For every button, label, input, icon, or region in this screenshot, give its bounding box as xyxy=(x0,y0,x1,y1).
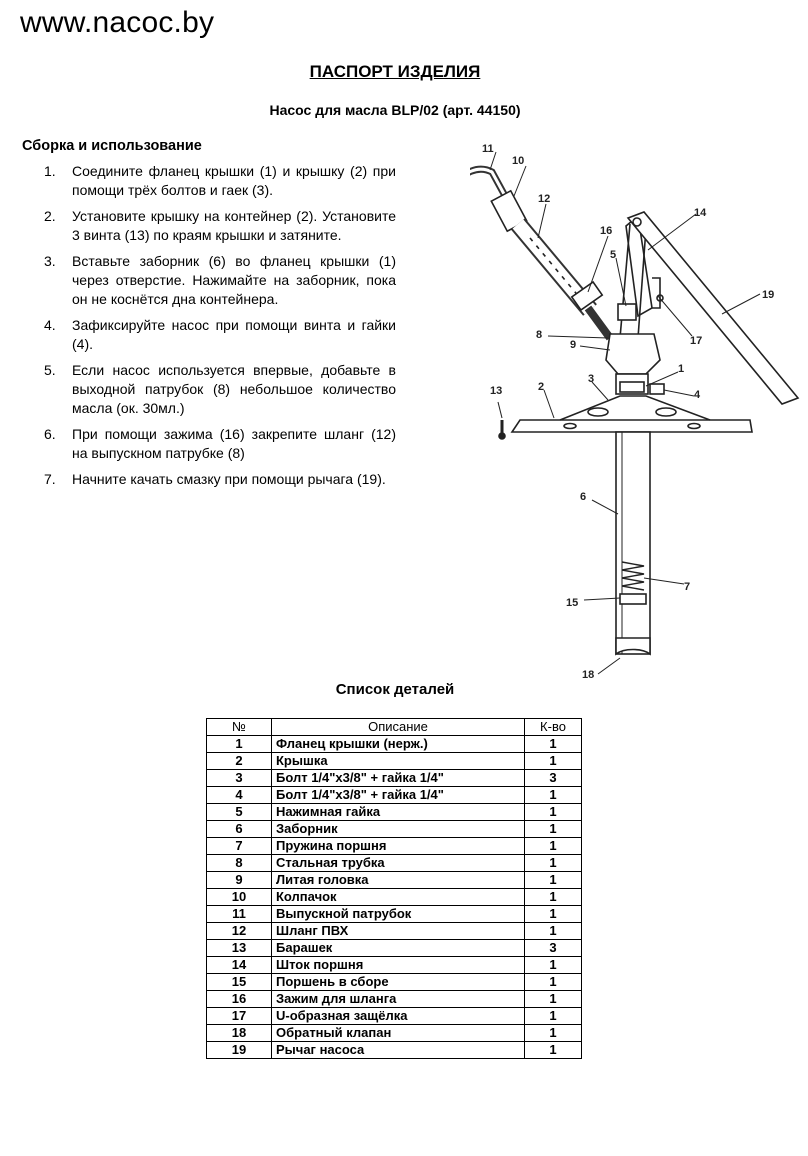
step-text: Соедините фланец крышки (1) и крышку (2) при помощи трёх болтов и гаек (3). xyxy=(72,163,396,198)
part-quantity: 3 xyxy=(525,940,582,957)
label-19: 19 xyxy=(762,289,775,301)
part-quantity: 1 xyxy=(525,787,582,804)
step-text: Если насос используется впервые, добавьте в выходной патрубок (8) небольшое количество масла (ок. 30мл.) xyxy=(72,362,396,416)
part-quantity: 3 xyxy=(525,770,582,787)
bolt-nut xyxy=(650,384,664,394)
table-row xyxy=(207,821,582,838)
step-item xyxy=(44,470,396,489)
part-description: Выпускной патрубок xyxy=(272,906,525,923)
table-row xyxy=(207,923,582,940)
part-quantity: 1 xyxy=(525,804,582,821)
step-number: 2. xyxy=(44,208,56,224)
pump-diagram xyxy=(470,138,800,683)
part-quantity: 1 xyxy=(525,872,582,889)
part-number: 17 xyxy=(207,1008,272,1025)
table-row xyxy=(207,991,582,1008)
suction-tube xyxy=(616,432,650,654)
part-description: Заборник xyxy=(272,821,525,838)
label-5: 5 xyxy=(610,249,617,261)
part-quantity: 1 xyxy=(525,906,582,923)
part-description: Шланг ПВХ xyxy=(272,923,525,940)
column-header-description: Описание xyxy=(272,719,525,736)
table-row xyxy=(207,855,582,872)
part-number: 8 xyxy=(207,855,272,872)
table-row xyxy=(207,787,582,804)
part-description: Болт 1/4"x3/8" + гайка 1/4" xyxy=(272,770,525,787)
label-11: 11 xyxy=(482,143,494,155)
label-1: 1 xyxy=(678,363,685,375)
part-description: Крышка xyxy=(272,753,525,770)
part-number: 19 xyxy=(207,1042,272,1059)
label-18: 18 xyxy=(582,669,595,681)
part-number: 9 xyxy=(207,872,272,889)
u-latch xyxy=(652,278,660,308)
part-description: Фланец крышки (нерж.) xyxy=(272,736,525,753)
step-item xyxy=(44,252,396,309)
part-quantity: 1 xyxy=(525,821,582,838)
label-6: 6 xyxy=(580,491,587,503)
label-12: 12 xyxy=(538,193,551,205)
parts-table-body xyxy=(207,736,582,1059)
part-description: Зажим для шланга xyxy=(272,991,525,1008)
site-url: www.nacoc.by xyxy=(20,6,215,39)
table-row xyxy=(207,1042,582,1059)
parts-list-heading: Список деталей xyxy=(335,681,455,698)
table-row xyxy=(207,838,582,855)
part-description: Стальная трубка xyxy=(272,855,525,872)
label-14: 14 xyxy=(694,207,707,219)
document-subtitle: Насос для масла BLP/02 (арт. 44150) xyxy=(269,102,521,118)
step-number: 5. xyxy=(44,362,56,378)
part-quantity: 1 xyxy=(525,889,582,906)
label-4: 4 xyxy=(694,389,701,401)
part-description: Рычаг насоса xyxy=(272,1042,525,1059)
step-item xyxy=(44,425,396,463)
part-quantity: 1 xyxy=(525,855,582,872)
label-13: 13 xyxy=(490,385,503,397)
part-number: 18 xyxy=(207,1025,272,1042)
part-quantity: 1 xyxy=(525,923,582,940)
step-item xyxy=(44,316,396,354)
part-number: 4 xyxy=(207,787,272,804)
table-row xyxy=(207,1008,582,1025)
step-number: 1. xyxy=(44,163,56,179)
part-description: Шток поршня xyxy=(272,957,525,974)
part-number: 16 xyxy=(207,991,272,1008)
assembly-steps xyxy=(44,162,396,496)
label-3: 3 xyxy=(588,373,595,385)
label-8: 8 xyxy=(536,329,543,341)
part-description: Болт 1/4"x3/8" + гайка 1/4" xyxy=(272,787,525,804)
outlet-spout-inner xyxy=(470,169,504,268)
step-number: 3. xyxy=(44,253,56,269)
part-number: 10 xyxy=(207,889,272,906)
cast-head xyxy=(606,334,660,374)
table-row xyxy=(207,974,582,991)
part-number: 15 xyxy=(207,974,272,991)
part-description: Пружина поршня xyxy=(272,838,525,855)
part-quantity: 1 xyxy=(525,736,582,753)
step-number: 6. xyxy=(44,426,56,442)
part-number: 3 xyxy=(207,770,272,787)
part-description: Колпачок xyxy=(272,889,525,906)
table-header-row xyxy=(207,719,582,736)
table-row xyxy=(207,1025,582,1042)
table-row xyxy=(207,957,582,974)
label-2: 2 xyxy=(538,381,545,393)
step-item xyxy=(44,162,396,200)
step-number: 7. xyxy=(44,471,56,487)
part-quantity: 1 xyxy=(525,957,582,974)
column-header-quantity: К-во xyxy=(525,719,582,736)
step-text: Вставьте заборник (6) во фланец крышки (1) через отверстие. Нажимайте на заборник, пока он не коснётся дна контейнера. xyxy=(72,253,396,307)
step-item xyxy=(44,361,396,418)
table-row xyxy=(207,906,582,923)
column-header-number: № xyxy=(207,719,272,736)
table-row xyxy=(207,872,582,889)
label-16: 16 xyxy=(600,225,613,237)
part-quantity: 1 xyxy=(525,1025,582,1042)
part-quantity: 1 xyxy=(525,1042,582,1059)
part-number: 1 xyxy=(207,736,272,753)
lid-flange xyxy=(620,382,644,392)
parts-table xyxy=(206,718,582,1059)
steel-tube xyxy=(588,308,610,338)
part-quantity: 1 xyxy=(525,991,582,1008)
part-description: Нажимная гайка xyxy=(272,804,525,821)
part-number: 12 xyxy=(207,923,272,940)
table-row xyxy=(207,753,582,770)
step-item xyxy=(44,207,396,245)
step-number: 4. xyxy=(44,317,56,333)
part-description: Барашек xyxy=(272,940,525,957)
table-row xyxy=(207,736,582,753)
document-title: ПАСПОРТ ИЗДЕЛИЯ xyxy=(309,62,481,81)
part-number: 13 xyxy=(207,940,272,957)
part-number: 11 xyxy=(207,906,272,923)
assembly-heading: Сборка и использование xyxy=(22,138,202,154)
label-7: 7 xyxy=(684,581,691,593)
part-description: Поршень в сборе xyxy=(272,974,525,991)
part-number: 6 xyxy=(207,821,272,838)
table-row xyxy=(207,940,582,957)
part-description: Обратный клапан xyxy=(272,1025,525,1042)
part-number: 2 xyxy=(207,753,272,770)
step-text: Начните качать смазку при помощи рычага (19). xyxy=(72,471,386,487)
label-15: 15 xyxy=(566,597,579,609)
part-number: 14 xyxy=(207,957,272,974)
table-row xyxy=(207,770,582,787)
piston-assembly xyxy=(620,594,646,604)
label-17: 17 xyxy=(690,335,703,347)
part-description: Литая головка xyxy=(272,872,525,889)
part-description: U-образная защёлка xyxy=(272,1008,525,1025)
table-row xyxy=(207,804,582,821)
part-number: 5 xyxy=(207,804,272,821)
container-lid xyxy=(512,420,752,432)
push-nut xyxy=(618,304,636,320)
part-number: 7 xyxy=(207,838,272,855)
label-10: 10 xyxy=(512,155,525,167)
part-quantity: 1 xyxy=(525,1008,582,1025)
part-quantity: 1 xyxy=(525,974,582,991)
part-quantity: 1 xyxy=(525,753,582,770)
label-9: 9 xyxy=(570,339,577,351)
step-text: Установите крышку на контейнер (2). Установите 3 винта (13) по краям крышки и затяните. xyxy=(72,208,396,243)
step-text: Зафиксируйте насос при помощи винта и гайки (4). xyxy=(72,317,396,352)
table-row xyxy=(207,889,582,906)
step-text: При помощи зажима (16) закрепите шланг (12) на выпускном патрубке (8) xyxy=(72,426,396,461)
part-quantity: 1 xyxy=(525,838,582,855)
